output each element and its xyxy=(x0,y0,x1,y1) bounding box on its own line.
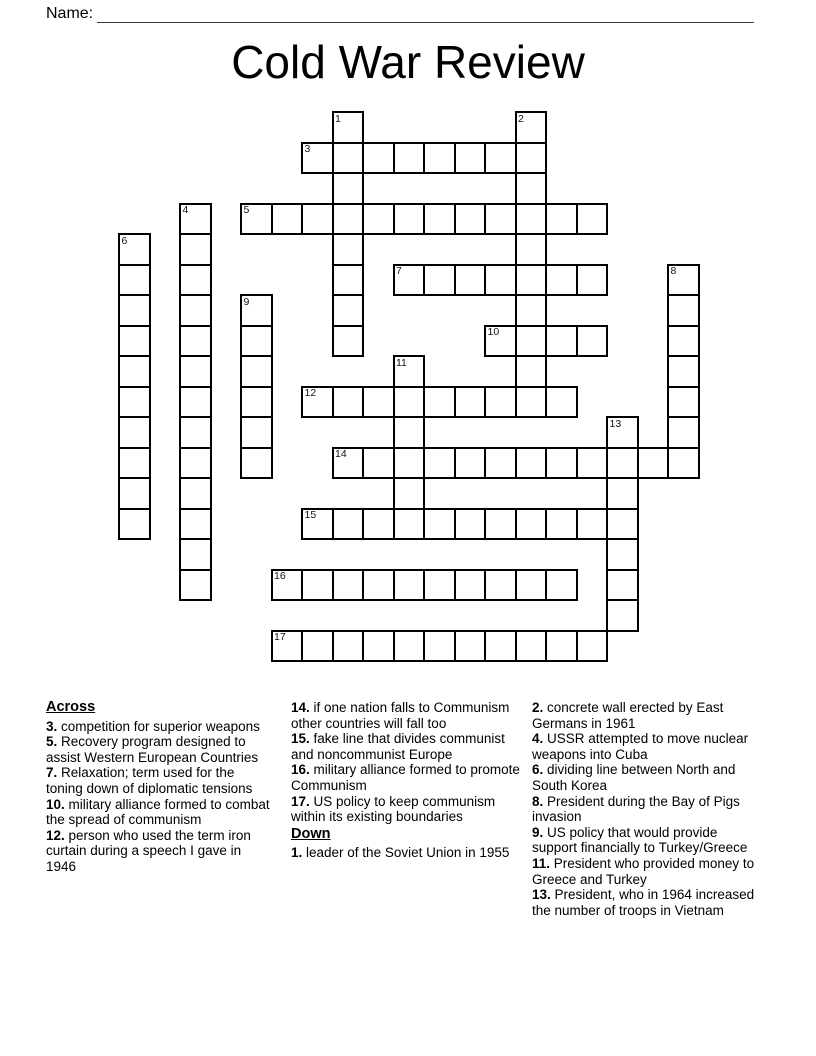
clue-number: 6. xyxy=(532,762,544,778)
grid-cell[interactable] xyxy=(515,508,548,541)
clue-number: 15. xyxy=(291,731,310,747)
grid-cell[interactable] xyxy=(332,233,365,266)
grid-cell[interactable] xyxy=(332,508,365,541)
grid-cell[interactable] xyxy=(118,355,151,388)
grid-cell[interactable] xyxy=(667,325,700,358)
cell-number: 16 xyxy=(274,570,286,582)
grid-cell[interactable] xyxy=(515,203,548,236)
grid-cell[interactable] xyxy=(576,630,609,663)
grid-cell[interactable] xyxy=(576,325,609,358)
grid-cell[interactable] xyxy=(423,630,456,663)
clue-item-across-15 xyxy=(291,731,522,762)
clue-text: President who provided money to Greece and Turkey xyxy=(532,855,755,887)
cell-number: 13 xyxy=(609,417,622,430)
clue-text: concrete wall erected by East Germans in 1961 xyxy=(532,700,724,731)
clue-item-down-1 xyxy=(291,845,522,861)
grid-cell[interactable] xyxy=(179,386,212,419)
grid-cell[interactable] xyxy=(179,294,212,327)
grid-cell[interactable] xyxy=(179,508,212,541)
grid-cell[interactable] xyxy=(362,508,395,541)
crossword-grid xyxy=(118,111,700,662)
clue-item-down-13 xyxy=(532,887,759,918)
grid-cell[interactable] xyxy=(667,264,700,297)
grid-cell[interactable] xyxy=(454,447,487,480)
grid-cell[interactable] xyxy=(393,508,426,541)
grid-cell[interactable] xyxy=(606,477,639,510)
grid-cell[interactable] xyxy=(240,447,273,480)
grid-cell[interactable] xyxy=(423,203,456,236)
grid-cell[interactable] xyxy=(393,416,426,449)
clue-item-across-12 xyxy=(46,828,270,875)
grid-cell[interactable] xyxy=(667,294,700,327)
grid-cell[interactable] xyxy=(179,416,212,449)
grid-cell[interactable] xyxy=(179,447,212,480)
grid-cell[interactable] xyxy=(118,508,151,541)
clue-column-2 xyxy=(291,700,522,861)
grid-cell[interactable] xyxy=(332,569,365,602)
across-header: Across xyxy=(46,699,96,715)
grid-cell[interactable] xyxy=(484,630,517,663)
clue-text: fake line that divides communist and noncommunist Europe xyxy=(291,731,505,762)
grid-cell[interactable] xyxy=(606,508,639,541)
grid-cell[interactable] xyxy=(118,477,151,510)
grid-cell[interactable] xyxy=(484,142,517,175)
clue-text: person who used the term iron curtain during a speech I gave in 1946 xyxy=(46,827,251,874)
cell-number: 5 xyxy=(243,204,250,216)
grid-cell[interactable] xyxy=(393,355,426,388)
grid-cell[interactable] xyxy=(423,508,456,541)
grid-cell[interactable] xyxy=(118,264,151,297)
cell-number: 3 xyxy=(304,143,311,155)
grid-cell[interactable] xyxy=(423,264,456,297)
grid-cell[interactable] xyxy=(362,203,395,236)
grid-cell[interactable] xyxy=(240,203,273,236)
grid-cell[interactable] xyxy=(118,294,151,327)
grid-cell[interactable] xyxy=(240,325,273,358)
clue-column-1 xyxy=(46,700,270,875)
clue-text: US policy that would provide support financially to Turkey/Greece xyxy=(532,824,748,856)
clue-item-across-7 xyxy=(46,765,270,796)
grid-cell[interactable] xyxy=(576,508,609,541)
clue-item-across-17 xyxy=(291,794,522,825)
grid-cell[interactable] xyxy=(301,630,334,663)
grid-cell[interactable] xyxy=(362,386,395,419)
clue-number: 17. xyxy=(291,793,310,809)
grid-cell[interactable] xyxy=(606,416,639,449)
cell-number: 6 xyxy=(121,234,128,247)
clue-item-down-8 xyxy=(532,794,759,825)
grid-cell[interactable] xyxy=(454,142,487,175)
cell-number: 1 xyxy=(335,112,341,125)
grid-cell[interactable] xyxy=(179,569,212,602)
down-header: Down xyxy=(291,825,331,842)
grid-cell[interactable] xyxy=(515,630,548,663)
grid-cell[interactable] xyxy=(484,508,517,541)
grid-cell[interactable] xyxy=(515,325,548,358)
clue-text: leader of the Soviet Union in 1955 xyxy=(302,845,510,861)
clue-item-across-3 xyxy=(46,719,270,735)
grid-cell[interactable] xyxy=(332,447,365,480)
grid-cell[interactable] xyxy=(393,386,426,419)
grid-cell[interactable] xyxy=(454,203,487,236)
grid-cell[interactable] xyxy=(332,294,365,327)
grid-cell[interactable] xyxy=(515,355,548,388)
grid-cell[interactable] xyxy=(515,172,548,205)
grid-cell[interactable] xyxy=(393,264,426,297)
grid-cell[interactable] xyxy=(118,325,151,358)
clue-column-3 xyxy=(532,700,759,918)
grid-cell[interactable] xyxy=(332,386,365,419)
grid-cell[interactable] xyxy=(332,203,365,236)
grid-cell[interactable] xyxy=(301,508,334,541)
clue-number: 7. xyxy=(46,765,58,781)
grid-cell[interactable] xyxy=(515,142,548,175)
cell-number: 10 xyxy=(487,326,500,338)
clue-number: 5. xyxy=(46,734,58,750)
clue-number: 8. xyxy=(532,793,544,809)
grid-cell[interactable] xyxy=(484,325,517,358)
clue-text: President, who in 1964 increased the number of troops in Vietnam xyxy=(532,887,755,918)
grid-cell[interactable] xyxy=(301,142,334,175)
clue-number: 11. xyxy=(532,855,551,871)
grid-cell[interactable] xyxy=(545,203,578,236)
cell-number: 12 xyxy=(304,387,317,399)
cell-number: 15 xyxy=(304,509,317,521)
name-blank-line[interactable] xyxy=(97,5,754,23)
grid-cell[interactable] xyxy=(423,569,456,602)
clue-item-across-5 xyxy=(46,734,270,765)
clue-number: 3. xyxy=(46,718,58,734)
grid-cell[interactable] xyxy=(545,569,578,602)
clue-number: 9. xyxy=(532,824,544,840)
grid-cell[interactable] xyxy=(606,447,639,480)
grid-cell[interactable] xyxy=(393,203,426,236)
grid-cell[interactable] xyxy=(332,172,365,205)
cell-number: 4 xyxy=(182,204,189,216)
grid-cell[interactable] xyxy=(240,355,273,388)
grid-cell[interactable] xyxy=(179,203,212,236)
cell-number: 8 xyxy=(670,265,677,277)
grid-cell[interactable] xyxy=(332,111,365,144)
grid-cell[interactable] xyxy=(515,447,548,480)
grid-cell[interactable] xyxy=(393,447,426,480)
grid-cell[interactable] xyxy=(332,264,365,297)
clue-number: 16. xyxy=(291,762,310,778)
cell-number: 11 xyxy=(396,356,407,369)
grid-cell[interactable] xyxy=(606,569,639,602)
grid-cell[interactable] xyxy=(515,233,548,266)
grid-cell[interactable] xyxy=(332,142,365,175)
grid-cell[interactable] xyxy=(667,355,700,388)
clue-text: US policy to keep communism within its existing boundaries xyxy=(291,793,496,825)
grid-cell[interactable] xyxy=(667,416,700,449)
grid-cell[interactable] xyxy=(179,355,212,388)
grid-cell[interactable] xyxy=(301,386,334,419)
grid-cell[interactable] xyxy=(484,264,517,297)
grid-cell[interactable] xyxy=(362,447,395,480)
cell-number: 9 xyxy=(243,295,250,308)
clue-text: dividing line between North and South Korea xyxy=(532,762,736,793)
grid-cell[interactable] xyxy=(362,569,395,602)
grid-cell[interactable] xyxy=(545,325,578,358)
grid-cell[interactable] xyxy=(545,630,578,663)
grid-cell[interactable] xyxy=(576,264,609,297)
grid-cell[interactable] xyxy=(637,447,670,480)
grid-cell[interactable] xyxy=(606,538,639,571)
grid-cell[interactable] xyxy=(576,447,609,480)
grid-cell[interactable] xyxy=(545,264,578,297)
grid-cell[interactable] xyxy=(332,325,365,358)
grid-cell[interactable] xyxy=(454,569,487,602)
grid-cell[interactable] xyxy=(362,142,395,175)
grid-cell[interactable] xyxy=(606,599,639,632)
grid-cell[interactable] xyxy=(515,386,548,419)
grid-cell[interactable] xyxy=(423,142,456,175)
clue-number: 4. xyxy=(532,731,544,747)
name-label: Name: xyxy=(46,5,94,22)
grid-cell[interactable] xyxy=(545,508,578,541)
cell-number: 17 xyxy=(274,631,286,643)
grid-cell[interactable] xyxy=(393,477,426,510)
grid-cell[interactable] xyxy=(118,233,151,266)
clue-text: military alliance formed to promote Communism xyxy=(291,762,520,793)
grid-cell[interactable] xyxy=(240,294,273,327)
clue-item-down-4 xyxy=(532,731,759,762)
clue-item-down-2 xyxy=(532,700,759,731)
grid-cell[interactable] xyxy=(454,264,487,297)
grid-cell[interactable] xyxy=(545,386,578,419)
grid-cell[interactable] xyxy=(179,325,212,358)
grid-cell[interactable] xyxy=(454,630,487,663)
grid-cell[interactable] xyxy=(179,477,212,510)
grid-cell[interactable] xyxy=(179,538,212,571)
grid-cell[interactable] xyxy=(576,203,609,236)
clue-text: USSR attempted to move nuclear weapons into Cuba xyxy=(532,731,749,762)
grid-cell[interactable] xyxy=(423,447,456,480)
grid-cell[interactable] xyxy=(362,630,395,663)
grid-cell[interactable] xyxy=(301,203,334,236)
clue-item-down-11 xyxy=(532,856,759,887)
clue-number: 1. xyxy=(291,845,303,861)
name-row xyxy=(46,4,754,23)
grid-cell[interactable] xyxy=(271,203,304,236)
grid-cell[interactable] xyxy=(271,569,304,602)
grid-cell[interactable] xyxy=(393,569,426,602)
grid-cell[interactable] xyxy=(515,294,548,327)
clue-number: 14. xyxy=(291,700,310,715)
grid-cell[interactable] xyxy=(454,386,487,419)
cell-number: 14 xyxy=(335,448,347,460)
clue-number: 12. xyxy=(46,827,65,843)
grid-cell[interactable] xyxy=(667,447,700,480)
clue-number: 13. xyxy=(532,887,551,903)
clue-item-down-9 xyxy=(532,825,759,856)
clue-text: Recovery program designed to assist Western European Countries xyxy=(46,734,259,765)
grid-cell[interactable] xyxy=(271,630,304,663)
page-title: Cold War Review xyxy=(231,36,585,88)
clue-number: 10. xyxy=(46,796,65,812)
grid-cell[interactable] xyxy=(545,447,578,480)
grid-cell[interactable] xyxy=(179,233,212,266)
grid-cell[interactable] xyxy=(484,569,517,602)
clue-text: competition for superior weapons xyxy=(57,718,260,734)
cell-number: 2 xyxy=(518,112,524,125)
grid-cell[interactable] xyxy=(393,630,426,663)
grid-cell[interactable] xyxy=(484,203,517,236)
grid-cell[interactable] xyxy=(240,416,273,449)
grid-cell[interactable] xyxy=(423,386,456,419)
clue-item-across-14 xyxy=(291,700,522,731)
grid-cell[interactable] xyxy=(301,569,334,602)
grid-cell[interactable] xyxy=(118,386,151,419)
grid-cell[interactable] xyxy=(484,447,517,480)
grid-cell[interactable] xyxy=(454,508,487,541)
clue-text: military alliance formed to combat the spread of communism xyxy=(46,796,270,828)
clue-text: President during the Bay of Pigs invasion xyxy=(532,793,740,825)
grid-cell[interactable] xyxy=(118,447,151,480)
clue-item-across-10 xyxy=(46,797,270,828)
cell-number: 7 xyxy=(396,265,402,277)
grid-cell[interactable] xyxy=(240,386,273,419)
grid-cell[interactable] xyxy=(515,111,548,144)
clue-number: 2. xyxy=(532,700,544,715)
grid-cell[interactable] xyxy=(393,142,426,175)
grid-cell[interactable] xyxy=(118,416,151,449)
grid-cell[interactable] xyxy=(179,264,212,297)
clue-text: if one nation falls to Communism other countries will fall too xyxy=(291,700,510,731)
clue-text: Relaxation; term used for the toning down of diplomatic tensions xyxy=(46,765,253,796)
clue-item-down-6 xyxy=(532,762,759,793)
grid-cell[interactable] xyxy=(515,569,548,602)
clue-item-across-16 xyxy=(291,762,522,793)
grid-cell[interactable] xyxy=(332,630,365,663)
grid-cell[interactable] xyxy=(667,386,700,419)
grid-cell[interactable] xyxy=(515,264,548,297)
grid-cell[interactable] xyxy=(484,386,517,419)
